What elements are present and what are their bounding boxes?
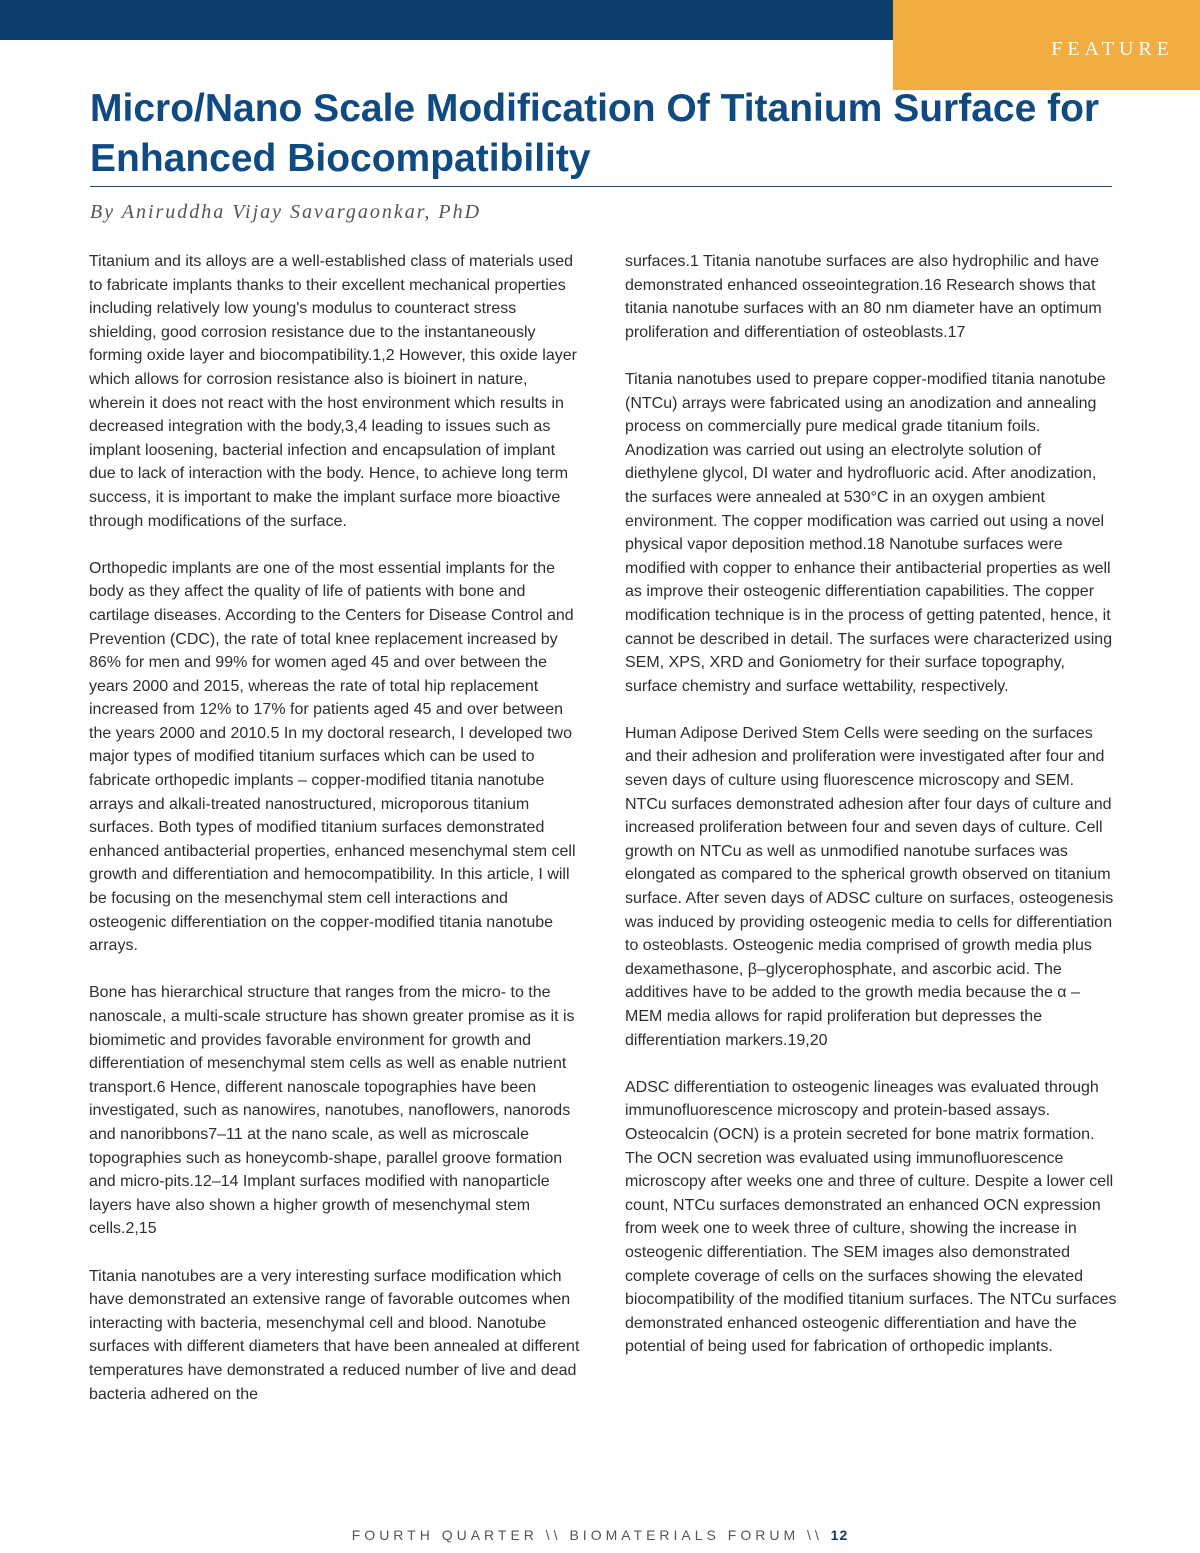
right-column [625,250,1117,1383]
byline: By Aniruddha Vijay Savargaonkar, PhD [90,201,482,223]
page-number: 12 [830,1527,849,1543]
paragraph: Orthopedic implants are one of the most essential implants for the body as they affect the quality of life of patients with bone and cartilage diseases. According to the Centers for Disease Control and Prevention (CDC), the rate of total knee replacement increased by 86% for men and 99% for women aged 45 and over between the years 2000 and 2015, whereas the rate of total hip replacement increased from 12% to 17% for patients aged 45 and over between the years 2000 and 2010.5 In my doctoral research, I developed two major types of modified titanium surfaces which can be used to fabricate orthopedic implants – copper-modified titania nanotube arrays and alkali-treated nanostructured, microporous titanium surfaces. Both types of modified titanium surfaces demonstrated enhanced antibacterial properties, enhanced mesenchymal stem cell growth and differentiation and hemocompatibility. In this article, I will be focusing on the mesenchymal stem cell interactions and osteogenic differentiation on the copper-modified titania nanotube arrays. [89,559,576,955]
issue-label: FOURTH QUARTER \\ BIOMATERIALS FORUM \\ [351,1527,823,1543]
page-footer [0,1527,1200,1543]
paragraph: Human Adipose Derived Stem Cells were seeding on the surfaces and their adhesion and proliferation were investigated after four and seven days of culture using fluorescence microscopy and SEM. NTCu surfaces demonstrated adhesion after four days of culture and increased proliferation between four and seven days of culture. Cell growth on NTCu as well as unmodified nanotube surfaces was elongated as compared to the spherical growth observed on titanium surface. After seven days of ADSC culture on surfaces, osteogenesis was induced by providing osteogenic media to cells for differentiation to osteoblasts. Osteogenic media comprised of growth media plus dexamethasone, β–glycerophosphate, and ascorbic acid. The additives have to be added to the growth media because the α – MEM media allows for rapid proliferation but depresses the differentiation markers.19,20 [625,724,1114,1049]
paragraph: surfaces.1 Titania nanotube surfaces are also hydrophilic and have demonstrated enhanced osseointegration.16 Research shows that titania nanotube surfaces with an 80 nm diameter have an optimum proliferation and differentiation of osteoblasts.17 [625,253,1102,341]
paragraph: Titania nanotubes are a very interesting surface modification which have demonstrated an extensive range of favorable outcomes when interacting with bacteria, mesenchymal cell and blood. Nanotube surfaces with different diameters that have been annealed at different temperatures have demonstrated a reduced number of live and dead bacteria adhered on the [89,1267,580,1403]
feature-tab [893,0,1200,90]
article-title: Micro/Nano Scale Modification Of Titanium Surface for Enhanced Biocompatibility [90,87,1100,180]
left-column [89,250,581,1430]
paragraph: ADSC differentiation to osteogenic lineages was evaluated through immunofluorescence microscopy and protein-based assays. Osteocalcin (OCN) is a protein secreted for bone matrix formation. The OCN secretion was evaluated using immunofluorescence microscopy after weeks one and three of culture. Despite a lower cell count, NTCu surfaces demonstrated an enhanced OCN expression from week one to week three of culture, showing the increase in osteogenic differentiation. The SEM images also demonstrated complete coverage of cells on the surfaces showing the elevated biocompatibility of the modified titanium surfaces. The NTCu surfaces demonstrated enhanced osteogenic differentiation and have the potential of being used for fabrication of orthopedic implants. [625,1078,1117,1356]
paragraph: Bone has hierarchical structure that ranges from the micro- to the nanoscale, a multi-scale structure has shown greater promise as it is biomimetic and provides favorable environment for growth and differentiation of mesenchymal stem cells as well as enable nutrient transport.6 Hence, different nanoscale topographies have been investigated, such as nanowires, nanotubes, nanoflowers, nanorods and nanoribbons7–11 at the nano scale, as well as microscale topographies such as honeycomb-shape, parallel groove formation and micro-pits.12–14 Implant surfaces modified with nanoparticle layers have also shown a higher growth of mesenchymal stem cells.2,15 [89,984,575,1238]
title-rule [90,186,1112,187]
section-label: FEATURE [1051,38,1174,60]
paragraph: Titanium and its alloys are a well-established class of materials used to fabricate implants thanks to their excellent mechanical properties including relatively low young's modulus to counteract stress shielding, good corrosion resistance due to the instantaneously forming oxide layer and biocompatibility.1,2 However, this oxide layer which allows for corrosion resistance also is bioinert in nature, wherein it does not react with the host environment which results in decreased integration with the body,3,4 leading to issues such as implant loosening, bacterial infection and encapsulation of implant due to lack of interaction with the body. Hence, to achieve long term success, it is important to make the implant surface more bioactive through modifications of the surface. [89,253,577,530]
paragraph: Titania nanotubes used to prepare copper-modified titania nanotube (NTCu) arrays were fabricated using an anodization and annealing process on commercially pure medical grade titanium foils. Anodization was carried out using an electrolyte solution of diethylene glycol, DI water and hydrofluoric acid. After anodization, the surfaces were annealed at 530°C in an oxygen ambient environment. The copper modification was carried out using a novel physical vapor deposition method.18 Nanotube surfaces were modified with copper to enhance their antibacterial properties as well as improve their osteogenic differentiation capabilities. The copper modification technique is in the process of getting patented, hence, it cannot be described in detail. The surfaces were characterized using SEM, XPS, XRD and Goniometry for their surface topography, surface chemistry and surface wettability, respectively. [625,370,1113,695]
